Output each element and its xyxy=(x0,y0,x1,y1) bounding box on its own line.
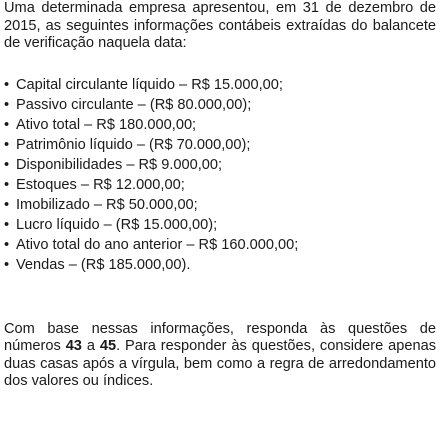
list-item-text: Patrimônio líquido – (R$ 70.000,00); xyxy=(16,136,251,153)
list-item-text: Ativo total do ano anterior – R$ 160.000,00; xyxy=(16,236,299,253)
list-item-text: Vendas – (R$ 185.000,00). xyxy=(16,256,191,273)
list-item xyxy=(4,235,436,255)
list-item xyxy=(4,135,436,155)
list-item-text: Ativo total – R$ 180.000,00; xyxy=(16,116,197,133)
bullet: • xyxy=(4,136,10,153)
bullet: • xyxy=(4,216,10,233)
list-item-text: Disponibilidades – R$ 9.000,00; xyxy=(16,156,223,173)
bullet: • xyxy=(4,76,10,93)
intro-paragraph: Uma determinada empresa apresentou, em 31 de dezembro de 2015, as seguintes informações contábeis extraídas do balancete de verificação naquela data: xyxy=(4,0,436,51)
list-item-text: Lucro líquido – (R$ 15.000,00); xyxy=(16,216,218,233)
bullet: • xyxy=(4,256,10,273)
instructions-text-2: a xyxy=(81,338,100,354)
list-item xyxy=(4,255,436,275)
instructions-text-3: . Para responder às questões, considere apenas duas casas após a vírgula, bem como a regra de arredondamento dos valores ou índices. xyxy=(4,338,436,389)
list-item xyxy=(4,95,436,115)
list-item-text: Estoques – R$ 12.000,00; xyxy=(16,176,185,193)
list-item xyxy=(4,195,436,215)
balance-items-list xyxy=(4,75,436,275)
list-item xyxy=(4,175,436,195)
list-item-text: Imobilizado – R$ 50.000,00; xyxy=(16,196,198,213)
list-item xyxy=(4,75,436,95)
question-end-number: 45 xyxy=(99,338,117,354)
document xyxy=(4,0,436,391)
question-start-number: 43 xyxy=(65,338,82,354)
list-item xyxy=(4,115,436,135)
instructions-text-1: Com base nessas informações, responda às questões de números xyxy=(4,320,436,354)
bullet: • xyxy=(4,116,10,133)
list-item-text: Capital circulante líquido – R$ 15.000,00; xyxy=(16,76,283,93)
bullet: • xyxy=(4,96,10,113)
bullet: • xyxy=(4,236,10,253)
list-item xyxy=(4,155,436,175)
list-item-text: Passivo circulante – (R$ 80.000,00); xyxy=(16,96,252,113)
bullet: • xyxy=(4,176,10,193)
bullet: • xyxy=(4,196,10,213)
instructions-paragraph xyxy=(4,321,436,391)
list-item xyxy=(4,215,436,235)
bullet: • xyxy=(4,156,10,173)
